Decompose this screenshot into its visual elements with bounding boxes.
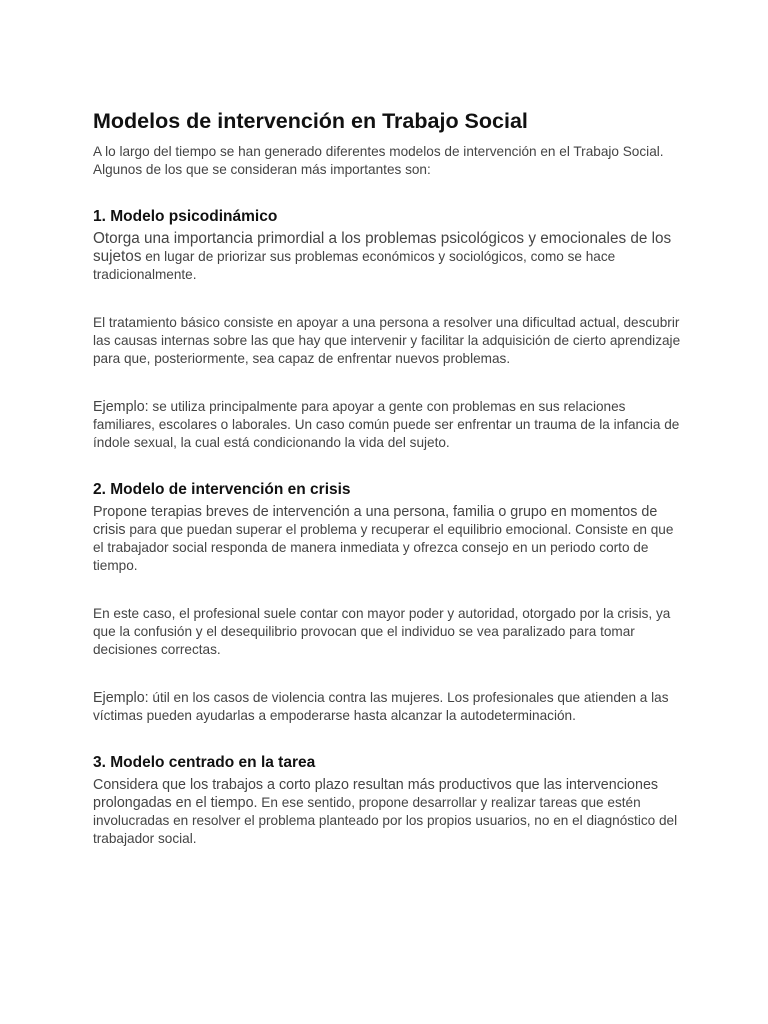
section-1-example xyxy=(93,398,683,452)
section-3-lead: Considera que los trabajos a corto plazo resultan más productivos que las intervenciones prolongadas en el tiempo. xyxy=(93,777,659,811)
section-1-lead: Otorga una importancia primordial a los problemas psicológicos y emocionales de los sujetos xyxy=(93,230,672,265)
section-heading-tarea: 3. Modelo centrado en la tarea xyxy=(93,754,316,771)
section-3-rest: En ese sentido, propone desarrollar y realizar tareas que estén involucradas en resolver el problema planteado por los propios usuarios, no en el diagnóstico del trabajador social. xyxy=(93,795,678,846)
section-2-lead: Propone terapias breves de intervención a una persona, familia o grupo en momentos de crisis xyxy=(93,504,658,538)
page-title: Modelos de intervención en Trabajo Social xyxy=(93,109,528,133)
example-label: Ejemplo: xyxy=(93,690,149,706)
section-1-rest: en lugar de priorizar sus problemas económicos y sociológicos, como se hace tradicionalmente. xyxy=(93,249,616,282)
section-1-paragraph-1 xyxy=(93,230,683,284)
example-text: se utiliza principalmente para apoyar a gente con problemas en sus relaciones familiares, escolares o laborales. Un caso común puede ser enfrentar un trauma de la infancia de índole sexual, la cual está condicionando la vida del sujeto. xyxy=(93,399,680,450)
section-2-paragraph-2: En este caso, el profesional suele contar con mayor poder y autoridad, otorgado por la crisis, ya que la confusión y el desequilibrio provocan que el individuo se vea paralizado para tomar decisiones correctas. xyxy=(93,606,671,657)
example-text: útil en los casos de violencia contra las mujeres. Los profesionales que atienden a las víctimas pueden ayudarlas a empoderarse hasta alcanzar la autodeterminación. xyxy=(93,690,669,723)
section-2-paragraph-1 xyxy=(93,503,683,575)
section-3-paragraph-1 xyxy=(93,776,683,848)
section-2-example xyxy=(93,689,683,725)
section-heading-psicodinamico: 1. Modelo psicodinámico xyxy=(93,208,278,225)
section-1-paragraph-2: El tratamiento básico consiste en apoyar a una persona a resolver una dificultad actual, descubrir las causas internas sobre las que hay que intervenir y facilitar la adquisición de cierto aprendizaje para que, posteriormente, sea capaz de enfrentar nuevos problemas. xyxy=(93,315,681,366)
section-2-rest: para que puedan superar el problema y recuperar el equilibrio emocional. Consiste en que el trabajador social responda de manera inmediata y ofrezca consejo en un periodo corto de tiempo. xyxy=(93,522,674,573)
example-label: Ejemplo: xyxy=(93,399,149,415)
intro-paragraph: A lo largo del tiempo se han generado diferentes modelos de intervención en el Trabajo Social. Algunos de los que se consideran más importantes son: xyxy=(93,144,664,177)
document-content xyxy=(93,108,683,848)
section-heading-crisis: 2. Modelo de intervención en crisis xyxy=(93,481,351,498)
